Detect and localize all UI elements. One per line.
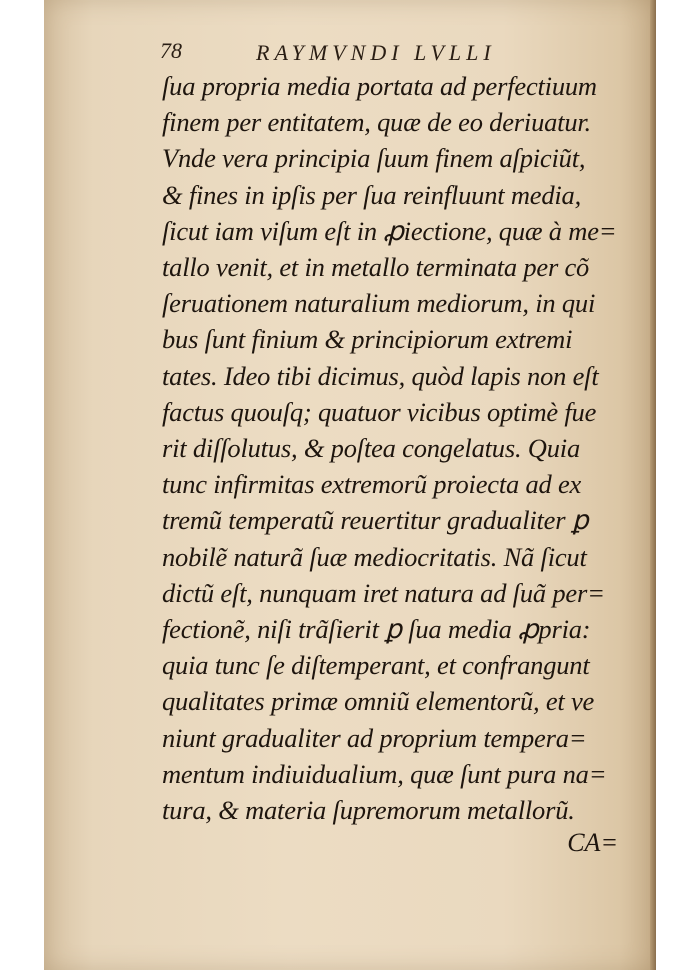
text-line: ſicut iam viſum eſt in ꝓiectione, quæ à me= [162,215,617,246]
text-line: rit diſſolutus, & poſtea congelatus. Quia [162,433,580,464]
text-line: & fines in ipſis per ſua reinfluunt media, [162,179,582,210]
text-line: ſua propria media portata ad perfectiuum [162,71,597,101]
page-edge [650,0,656,970]
running-title: RAYMVNDI LVLLI [256,40,496,65]
text-line: quia tunc ſe diſtemperant, et confrangunt [162,650,590,681]
page-number: 78 [160,38,182,63]
text-line: bus ſunt finium & principiorum extremi [162,324,573,355]
text-line: mentum indiuidualium, quæ ſunt pura na= [162,758,607,789]
body-text [162,68,630,828]
text-line: Vnde vera principia ſuum finem aſpiciũt, [162,143,586,174]
text-line: niunt gradualiter ad proprium tempera= [162,722,587,753]
text-line: tallo venit, et in metallo terminata per cõ [162,252,590,283]
book-page [44,0,656,970]
text-line: tura, & materia ſupremorum metallorũ. [162,795,575,826]
text-line: qualitates primæ omniũ elementorũ, et ve [162,686,595,717]
text-line: tates. Ideo tibi dicimus, quòd lapis non eſt [162,360,599,391]
catchword: CA= [567,828,618,857]
running-head [160,38,640,68]
text-line: tunc infirmitas extremorũ proiecta ad ex [162,469,582,500]
text-line: fectionẽ, niſi trãſierit ꝑ ſua media ꝓpria: [162,614,591,645]
text-line: ſeruationem naturalium mediorum, in qui [162,288,596,319]
text-line: dictũ eſt, nunquam iret natura ad ſuã per= [162,577,605,608]
text-line: factus quouſq; quatuor vicibus optimè fue [162,396,597,427]
text-line: finem per entitatem, quæ de eo deriuatur. [162,107,591,138]
text-line: tremũ temperatũ reuertitur gradualiter ꝑ [162,505,589,536]
text-line: nobilẽ naturã ſuæ mediocritatis. Nã ſicut [162,541,587,572]
